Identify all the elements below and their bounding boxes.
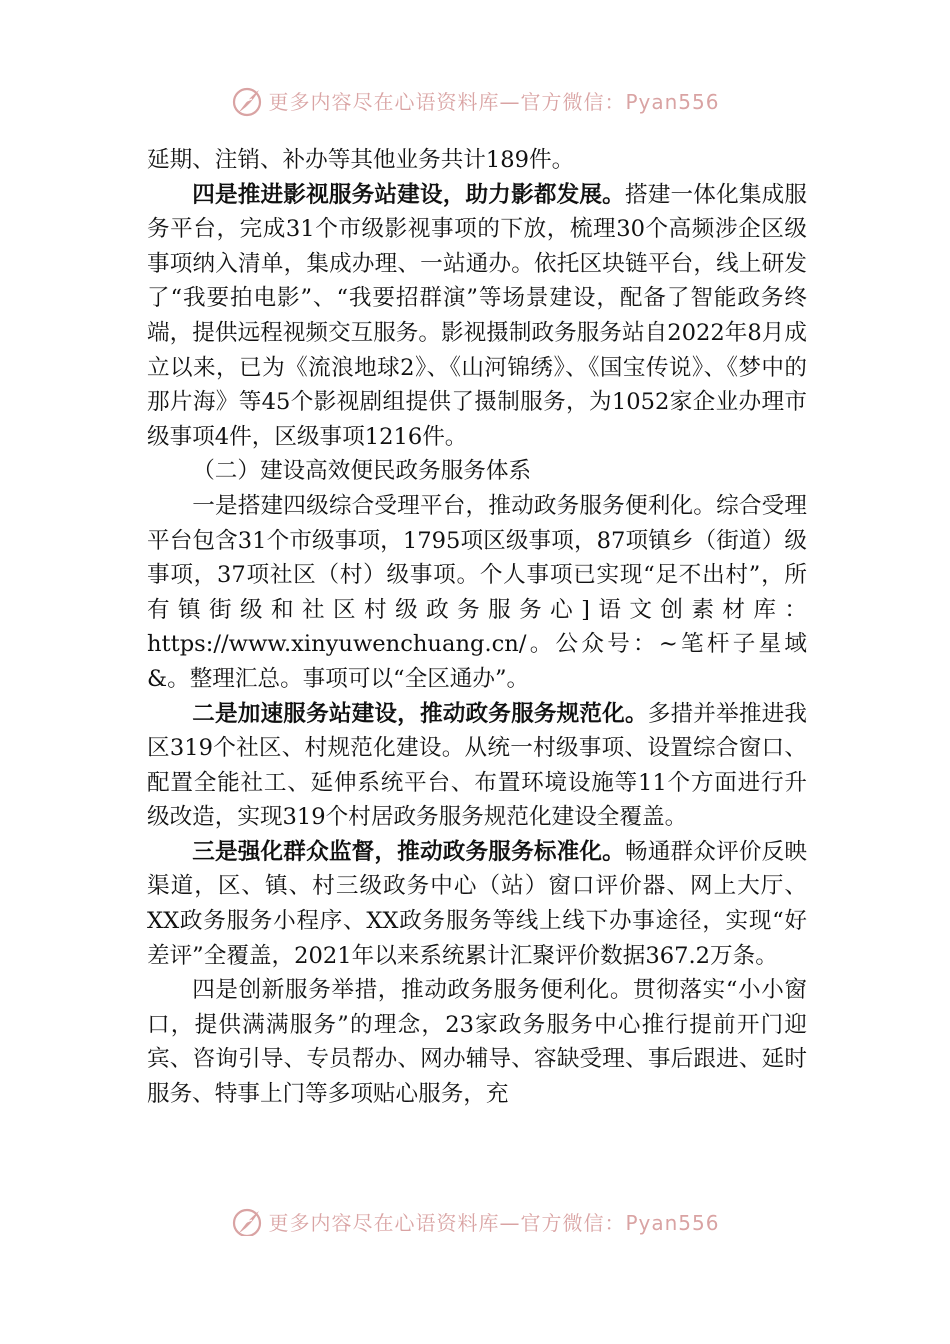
paragraph-text: 畅通群众评价反映渠道，区、镇、村三级政务中心（站）窗口评价器、网上大厅、XX政务服务小程序、XX政务服务等线上线下办事途径，实现“好差评”全覆盖，2021年以来系统累计汇聚评价数据367.2万条。 — [147, 838, 808, 969]
section-heading-text: （二）建设高效便民政务服务体系 — [192, 458, 532, 485]
watermark-text: 更多内容尽在心语资料库—官方微信：Pyan556 — [268, 90, 720, 114]
paragraph-text: 延期、注销、补办等其他业务共计189件。 — [147, 147, 575, 173]
section-heading — [147, 454, 807, 489]
paragraph-text: 搭建一体化集成服务平台，完成31个市级影视事项的下放，梳理30个高频涉企区级事项纳入清单，集成办理、一站通办。依托区块链平台，线上研发了“我要拍电影”、“我要招群演”等场景建设，配备了智能政务终端，提供远程视频交互服务。影视摄制政务服务站自2022年8月成立以来，已为《流浪地球2》、《山河锦绣》、《国宝传说》、《梦中的那片海》等45个影视剧组提供了摄制服务，为1052家企业办理市级事项4件，区级事项1216件。 — [147, 181, 808, 450]
paragraph-text: 多措并举推进我区319个社区、村规范化建设。从统一村级事项、设置综合窗口、配置全能社工、延伸系统平台、布置环境设施等11个方面进行升级改造，实现319个村居政务服务规范化建设全覆盖。 — [147, 700, 808, 831]
watermark-header — [0, 85, 950, 119]
feather-pen-icon — [230, 1206, 264, 1236]
watermark-footer — [0, 1206, 950, 1236]
paragraph-1 — [147, 143, 807, 178]
paragraph-4 — [147, 489, 807, 697]
paragraph-lead: 四是推进影视服务站建设，助力影都发展。 — [192, 181, 625, 208]
feather-pen-icon — [230, 85, 264, 119]
paragraph-text: 四是创新服务举措，推动政务服务便利化。贯彻落实“小小窗口，提供满满服务”的理念，23家政务服务中心推行提前开门迎宾、咨询引导、专员帮办、网办辅导、容缺受理、事后跟进、延时服务、特事上门等多项贴心服务，充 — [147, 977, 807, 1108]
paragraph-6 — [147, 835, 807, 973]
paragraph-7 — [147, 973, 807, 1111]
paragraph-2 — [147, 178, 807, 455]
watermark-text: 更多内容尽在心语资料库—官方微信：Pyan556 — [268, 1211, 720, 1235]
paragraph-text: 一是搭建四级综合受理平台，推动政务服务便利化。综合受理平台包含31个市级事项，1795项区级事项，87项镇乡（街道）级事项，37项社区（村）级事项。个人事项已实现“足不出村”，所有镇街级和社区村级政务服务心]语文创素材库：https://www.xinyuwenchuang.cn/。公众号：~笔杆子星域&。整理汇总。事项可以“全区通办”。 — [147, 492, 807, 692]
document-body — [147, 143, 807, 1112]
paragraph-5 — [147, 697, 807, 835]
paragraph-lead: 二是加速服务站建设，推动政务服务规范化。 — [192, 700, 648, 727]
paragraph-lead: 三是强化群众监督，推动政务服务标准化。 — [192, 838, 625, 865]
